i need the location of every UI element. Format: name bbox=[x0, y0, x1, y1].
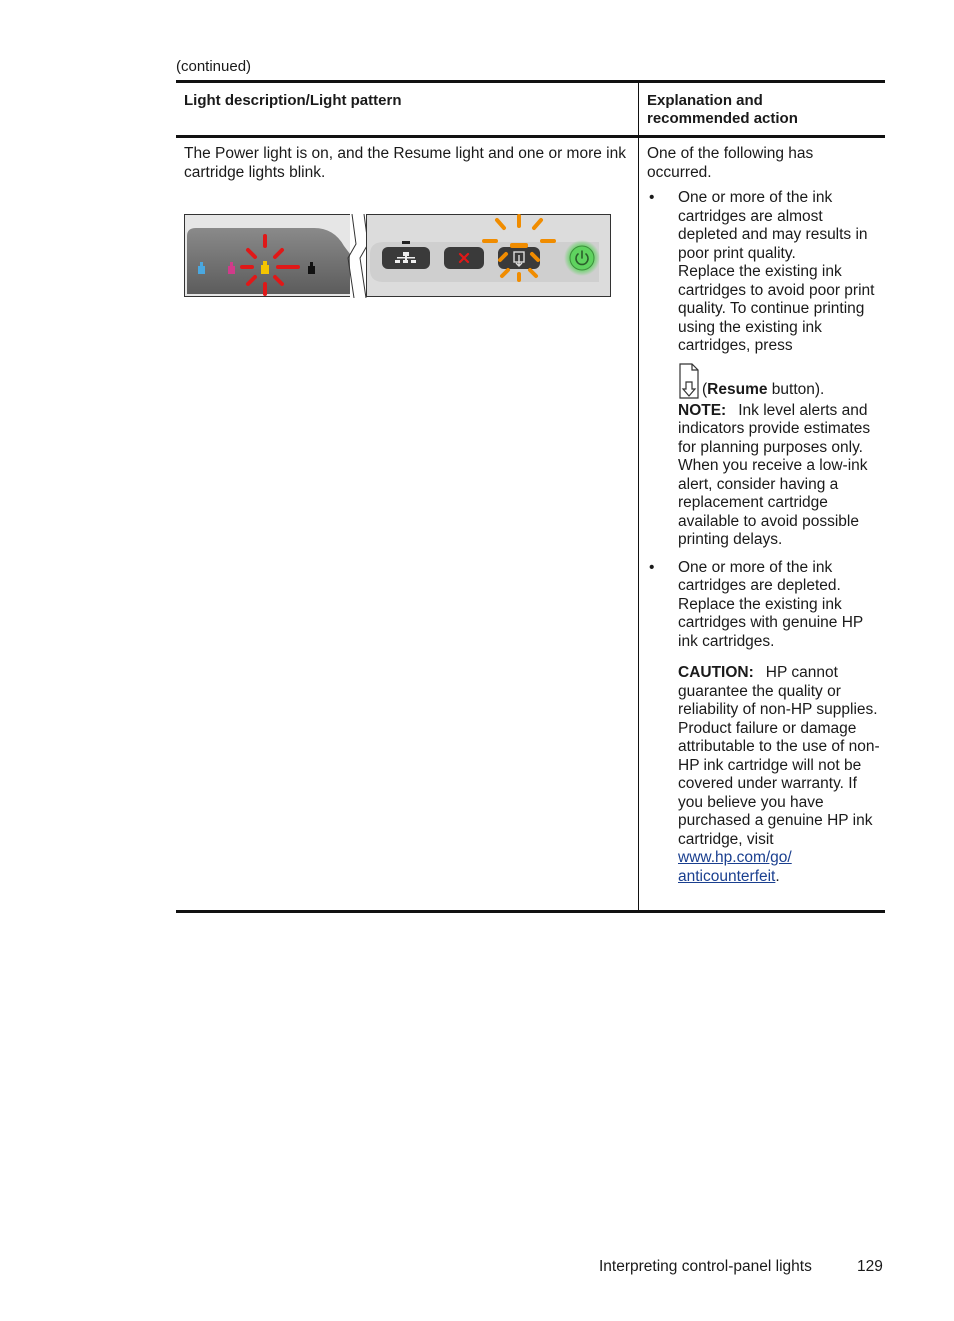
note-block bbox=[678, 402, 881, 550]
cancel-button-icon bbox=[444, 247, 484, 269]
item2-sub-text: Replace the existing ink cartridges with genuine HP ink cartridges. bbox=[678, 595, 863, 650]
continued-label: (continued) bbox=[176, 58, 252, 75]
light-pattern-table bbox=[176, 80, 885, 913]
footer-page-number: 129 bbox=[857, 1258, 883, 1275]
power-button-on-icon bbox=[564, 240, 600, 276]
item1-sub-text: Replace the existing ink cartridges to avoid poor print quality. To continue printing using the existing ink cartridges, press bbox=[678, 263, 875, 354]
light-description-text: The Power light is on, and the Resume light and one or more ink cartridge lights blink. bbox=[184, 145, 626, 181]
end-period: . bbox=[775, 867, 780, 885]
explanation-intro: One of the following has occurred. bbox=[647, 145, 814, 181]
item2-main-text: One or more of the ink cartridges are depleted. bbox=[678, 558, 841, 594]
bullet-marker: • bbox=[649, 189, 655, 206]
note-text: Ink level alerts and indicators provide estimates for planning purposes only. When you receive a low-ink alert, consider having a replacement cartridge available to avoid possible printing delays. bbox=[678, 401, 871, 548]
button-lights-panel bbox=[367, 215, 611, 297]
list-item bbox=[647, 189, 881, 550]
note-label: NOTE: bbox=[678, 401, 727, 419]
resume-label: Resume bbox=[707, 380, 768, 398]
footer-section-title: Interpreting control-panel lights bbox=[599, 1258, 812, 1275]
explanation-column bbox=[647, 145, 881, 886]
anticounterfeit-link-line2[interactable]: anticounterfeit bbox=[678, 867, 776, 885]
header-explanation: Explanation and recommended action bbox=[647, 92, 798, 127]
control-panel-illustration bbox=[184, 214, 612, 298]
resume-reference-text bbox=[702, 381, 824, 400]
caution-text: HP cannot guarantee the quality or reliability of non-HP supplies. Product failure or damage attributable to the use of non-HP ink cartridge will not be covered under warranty. If you believe you have purchased a genuine HP ink cartridge, visit bbox=[678, 664, 880, 848]
column-divider bbox=[638, 83, 639, 910]
item1-main-text: One or more of the ink cartridges are almost depleted and may results in poor print quality. bbox=[678, 189, 868, 262]
anticounterfeit-link-line1[interactable]: www.hp.com/go/ bbox=[678, 849, 792, 866]
ink-cartridge-lights-panel bbox=[185, 215, 351, 297]
resume-button-reference bbox=[678, 362, 881, 402]
resume-close-text: button). bbox=[767, 380, 825, 398]
header-rule bbox=[176, 135, 885, 138]
caution-label: CAUTION: bbox=[678, 664, 754, 681]
bullet-marker: • bbox=[649, 558, 655, 576]
caution-block bbox=[678, 664, 881, 886]
list-item bbox=[647, 559, 881, 887]
resume-icon bbox=[678, 362, 700, 400]
header-light-description: Light description/Light pattern bbox=[184, 92, 402, 109]
resume-open-paren: ( bbox=[702, 380, 708, 398]
